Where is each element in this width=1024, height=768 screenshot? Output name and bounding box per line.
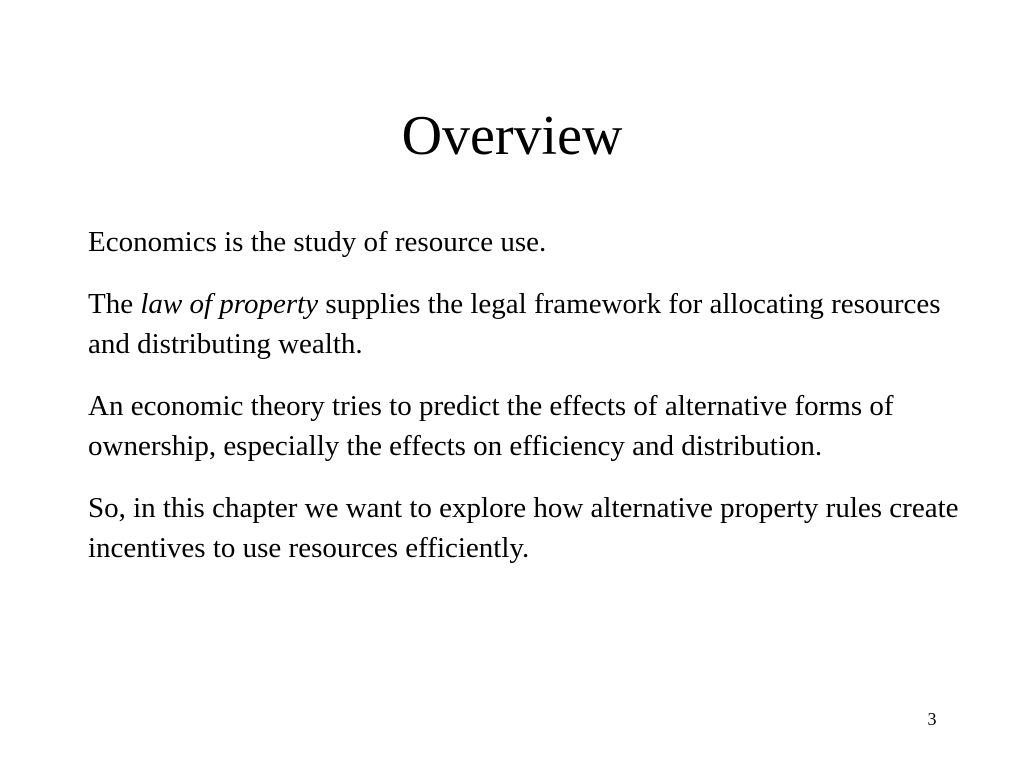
- emphasis-law-of-property: law of property: [140, 288, 319, 320]
- paragraph-rest-text: supplies the legal framework for allocating resources and distributing wealth.: [88, 288, 941, 360]
- slide-title: Overview: [401, 105, 623, 167]
- paragraph-chapter-goal: So, in this chapter we want to explore how alternative property rules create incentives to use resources efficiently.: [88, 492, 959, 564]
- page-number: 3: [927, 709, 937, 729]
- paragraph-economics-definition: Economics is the study of resource use.: [88, 226, 547, 258]
- slide-body: [88, 222, 968, 568]
- paragraph-law-of-property: [88, 284, 968, 364]
- paragraph-lead-text: The: [88, 288, 141, 320]
- paragraph-economic-theory: An economic theory tries to predict the effects of alternative forms of ownership, especially the effects on efficiency and distribution.: [88, 390, 894, 462]
